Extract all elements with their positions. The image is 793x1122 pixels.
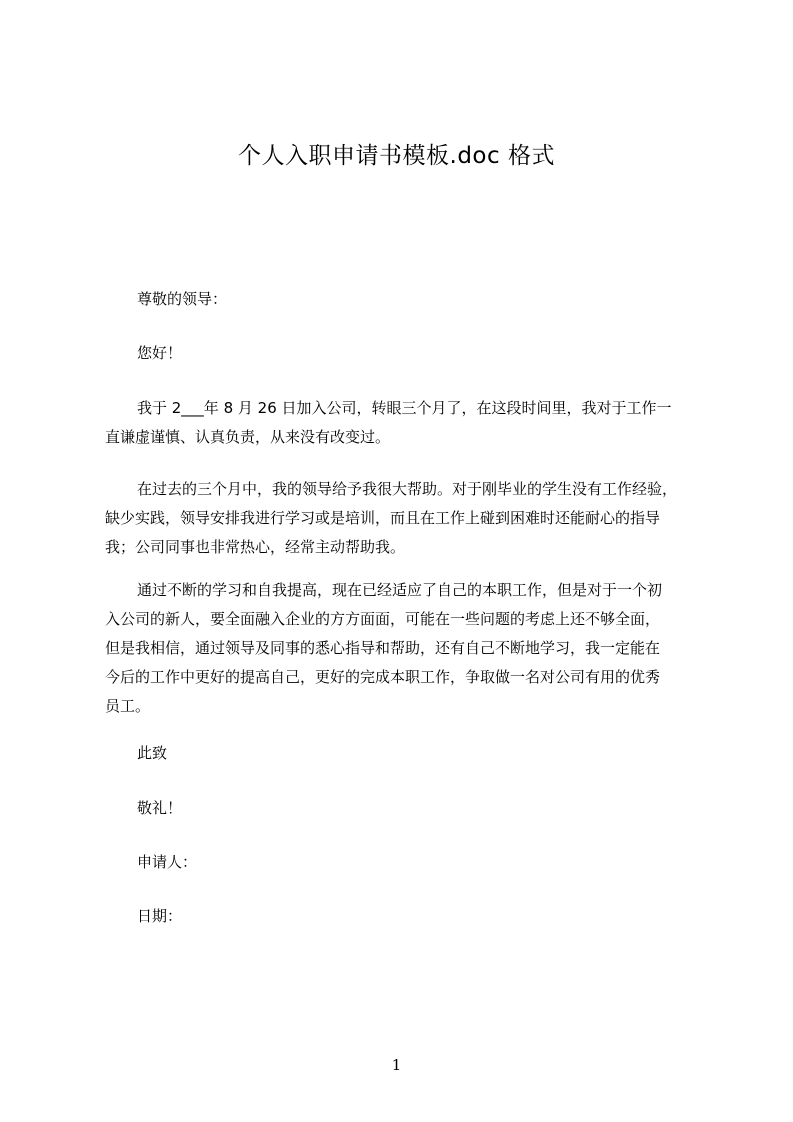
paragraph-2-line: 在过去的三个月中，我的领导给予我很大帮助。对于刚毕业的学生没有工作经验， <box>137 480 678 498</box>
date-label: 日期： <box>137 907 183 925</box>
paragraph-3-line: 今后的工作中更好的提高自己，更好的完成本职工作，争取做一名对公司有用的优秀 <box>105 668 661 686</box>
date-line <box>105 902 701 931</box>
closing-2-text: 敬礼！ <box>137 799 183 817</box>
paragraph-2-line: 缺少实践，领导安排我进行学习或是培训，而且在工作上碰到困难时还能耐心的指导 <box>105 509 661 527</box>
paragraph-3-line: 员工。 <box>105 697 151 715</box>
paragraph-2-line: 我；公司同事也非常热心，经常主动帮助我。 <box>105 538 406 556</box>
closing-line-1 <box>105 739 701 768</box>
paragraph-1 <box>105 394 701 452</box>
salutation <box>105 285 701 314</box>
paragraph-3-line: 入公司的新人，要全面融入企业的方方面面，可能在一些问题的考虑上还不够全面， <box>105 610 661 628</box>
closing-1-text: 此致 <box>137 744 168 762</box>
salutation-text: 尊敬的领导： <box>137 290 228 308</box>
paragraph-2 <box>105 475 701 562</box>
paragraph-1-line: 我于 2___年 8 月 26 日加入公司，转眼三个月了，在这段时间里，我对于工作一 <box>137 399 672 417</box>
document-title: 个人入职申请书模板.doc 格式 <box>238 143 555 169</box>
paragraph-3-line: 但是我相信，通过领导及同事的悉心指导和帮助，还有自己不断地学习，我一定能在 <box>105 639 661 657</box>
paragraph-3-line: 通过不断的学习和自我提高，现在已经适应了自己的本职工作，但是对于一个初 <box>137 581 663 599</box>
paragraph-3 <box>105 576 701 721</box>
closing-line-2 <box>105 794 701 823</box>
greeting <box>105 339 701 368</box>
page-number: 1 <box>391 1056 402 1074</box>
applicant-label: 申请人： <box>137 853 198 871</box>
paragraph-1-line: 直谦虚谨慎、认真负责，从来没有改变过。 <box>105 428 391 446</box>
applicant-line <box>105 848 701 877</box>
greeting-text: 您好！ <box>137 344 183 362</box>
